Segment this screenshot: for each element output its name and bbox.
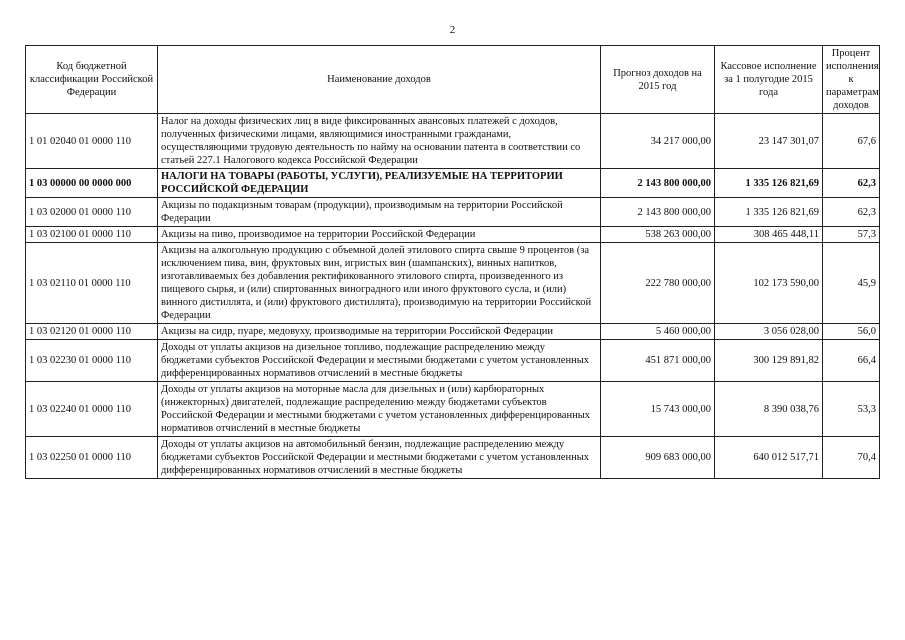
cell-code: 1 03 02110 01 0000 110: [26, 243, 158, 324]
cell-percent: 62,3: [823, 198, 880, 227]
cell-name: Налог на доходы физических лиц в виде фиксированных авансовых платежей с доходов, полученных физическими лицами, являющимися иностранными гражданами, осуществляющими трудовую деятельность по найму на основании патента в соответствии со статьей 227.1 Налогового кодекса Российской Федерации: [158, 114, 601, 169]
cell-percent: 56,0: [823, 324, 880, 340]
cell-forecast: 2 143 800 000,00: [601, 169, 715, 198]
cell-code: 1 03 02000 01 0000 110: [26, 198, 158, 227]
cell-code: 1 01 02040 01 0000 110: [26, 114, 158, 169]
header-name: Наименование доходов: [158, 46, 601, 114]
cell-forecast: 2 143 800 000,00: [601, 198, 715, 227]
table-row: [26, 198, 880, 227]
cell-execution: 300 129 891,82: [715, 340, 823, 382]
cell-forecast: 5 460 000,00: [601, 324, 715, 340]
table-header-row: [26, 46, 880, 114]
cell-name: Акцизы на пиво, производимое на территории Российской Федерации: [158, 227, 601, 243]
header-code: Код бюджетной классификации Российской Федерации: [26, 46, 158, 114]
cell-code: 1 03 00000 00 0000 000: [26, 169, 158, 198]
cell-name: НАЛОГИ НА ТОВАРЫ (РАБОТЫ, УСЛУГИ), РЕАЛИЗУЕМЫЕ НА ТЕРРИТОРИИ РОССИЙСКОЙ ФЕДЕРАЦИИ: [158, 169, 601, 198]
cell-name: Акцизы на алкогольную продукцию с объемной долей этилового спирта свыше 9 процентов (за исключением пива, вин, фруктовых вин, игристых вин (шампанских), винных напитков, изготавливаемых без добавления ректификованного этилового спирта, произведенного из пищевого сырья, и (или) спиртованных виноградного или иного фруктового сусла, и (или) винного дистиллята, и (или) фруктового дистиллята), производимую на территории Российской Федерации: [158, 243, 601, 324]
cell-name: Акцизы по подакцизным товарам (продукции), производимым на территории Российской Федерации: [158, 198, 601, 227]
cell-execution: 3 056 028,00: [715, 324, 823, 340]
table-row: [26, 169, 880, 198]
cell-forecast: 538 263 000,00: [601, 227, 715, 243]
cell-execution: 102 173 590,00: [715, 243, 823, 324]
header-forecast: Прогноз доходов на 2015 год: [601, 46, 715, 114]
table-row: [26, 243, 880, 324]
cell-execution: 1 335 126 821,69: [715, 169, 823, 198]
cell-percent: 67,6: [823, 114, 880, 169]
cell-forecast: 15 743 000,00: [601, 382, 715, 437]
header-execution: Кассовое исполнение за 1 полугодие 2015 года: [715, 46, 823, 114]
revenue-table: [25, 45, 880, 479]
cell-code: 1 03 02100 01 0000 110: [26, 227, 158, 243]
table-row: [26, 340, 880, 382]
cell-name: Доходы от уплаты акцизов на моторные масла для дизельных и (или) карбюраторных (инжекторных) двигателей, подлежащие распределению между бюджетами субъектов Российской Федерации и местными бюджетами с учетом установленных дифференцированных нормативов отчислений в местные бюджеты: [158, 382, 601, 437]
cell-execution: 8 390 038,76: [715, 382, 823, 437]
table-row: [26, 324, 880, 340]
cell-code: 1 03 02250 01 0000 110: [26, 437, 158, 479]
cell-percent: 70,4: [823, 437, 880, 479]
cell-execution: 1 335 126 821,69: [715, 198, 823, 227]
table-row: [26, 227, 880, 243]
table-row: [26, 382, 880, 437]
cell-percent: 57,3: [823, 227, 880, 243]
cell-code: 1 03 02120 01 0000 110: [26, 324, 158, 340]
cell-name: Акцизы на сидр, пуаре, медовуху, производимые на территории Российской Федерации: [158, 324, 601, 340]
cell-forecast: 222 780 000,00: [601, 243, 715, 324]
cell-forecast: 34 217 000,00: [601, 114, 715, 169]
cell-percent: 53,3: [823, 382, 880, 437]
cell-code: 1 03 02240 01 0000 110: [26, 382, 158, 437]
cell-percent: 45,9: [823, 243, 880, 324]
cell-percent: 62,3: [823, 169, 880, 198]
page-number: 2: [449, 24, 456, 36]
cell-forecast: 909 683 000,00: [601, 437, 715, 479]
cell-execution: 23 147 301,07: [715, 114, 823, 169]
cell-execution: 640 012 517,71: [715, 437, 823, 479]
cell-code: 1 03 02230 01 0000 110: [26, 340, 158, 382]
table-row: [26, 114, 880, 169]
table-row: [26, 437, 880, 479]
cell-name: Доходы от уплаты акцизов на дизельное топливо, подлежащие распределению между бюджетами субъектов Российской Федерации и местными бюджетами с учетом установленных дифференцированных нормативов отчислений в местные бюджеты: [158, 340, 601, 382]
cell-execution: 308 465 448,11: [715, 227, 823, 243]
cell-percent: 66,4: [823, 340, 880, 382]
header-percent: Процент исполнения к параметрам доходов: [823, 46, 880, 114]
cell-name: Доходы от уплаты акцизов на автомобильный бензин, подлежащие распределению между бюджетами субъектов Российской Федерации и местными бюджетами с учетом установленных дифференцированных нормативов отчислений в местные бюджеты: [158, 437, 601, 479]
cell-forecast: 451 871 000,00: [601, 340, 715, 382]
